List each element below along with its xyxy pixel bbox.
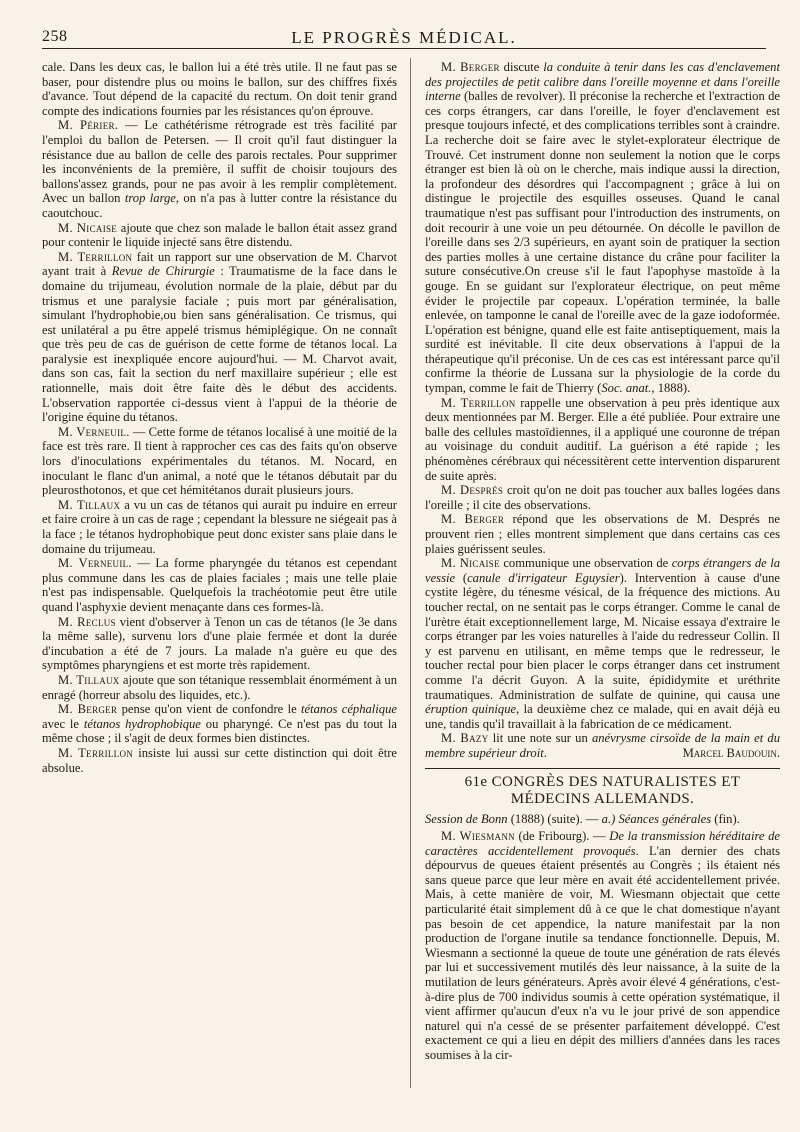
paragraph xyxy=(42,60,397,118)
paragraph xyxy=(425,60,780,396)
section-title: 61e CONGRÈS DES NATURALISTES ET MÉDECINS ALLEMANDS. xyxy=(464,773,741,807)
paragraph-text: communique une observation de xyxy=(499,556,672,571)
italic-text: anévrysme cirsoïde de la main et du membre supérieur droit xyxy=(425,731,780,760)
column-divider xyxy=(410,58,411,1088)
paragraph-text: ajoute que chez son malade le ballon était assez grand pour contenir le liquide injecté sans être distendu. xyxy=(42,220,397,250)
paragraph xyxy=(425,556,780,731)
author-signature: Marcel Baudouin. xyxy=(682,745,780,760)
page-header xyxy=(42,18,766,49)
paragraph xyxy=(425,731,780,760)
speaker-name: M. Tillaux xyxy=(58,672,120,687)
speaker-name: M. Bazy xyxy=(441,731,489,746)
paragraph xyxy=(425,396,780,484)
paragraph-text: : Traumatisme de la face dans le domaine du trijumeau, évolution normale de la plaie, début par du trismus et une paralysie faciale ; puis mort par généralisation, simulant l'hydrophobie,ou bien sans généralisation. Ce trismus, qui est unilatéral a pu être appelé trismus hémiplégique. On ne connaît que très peu de cas de guérison de cette forme de tétanos local. La paralysie est inexpliquée encore aujourd'hui. — M. Charvot avait, dans son cas, fait la section du nerf maxillaire supérieur ; elle est rationnelle, mais doit être faite dès le début des accidents. L'observation rapportée ci-dessus vient à l'appui de la théorie de l'origine équine du tétanos. xyxy=(42,264,397,425)
speaker-name: M. Verneuil. xyxy=(58,556,132,571)
speaker-name: M. Terrillon xyxy=(58,249,133,264)
paragraph-text: insiste lui aussi sur cette distinction qui doit être absolue. xyxy=(42,745,397,775)
paragraph-text: fait un rapport sur une observation de M. Charvot ayant trait à xyxy=(42,249,397,279)
paragraph-text: discute xyxy=(499,60,544,74)
speaker-name: M. Verneuil. xyxy=(58,424,130,439)
speaker-name: M. Nicaise xyxy=(441,556,500,571)
paragraph xyxy=(42,702,397,746)
paragraph-text: — Le cathétérisme rétrograde est très facilité par l'emploi du ballon de Petersen. — Il croit qu'il faut distinguer la résistance due au ballon de celle des parois rectales. Pour supprimer les inconvénients de la première, il suffit de choisir toujours des ballons'assez grands, pour ne pas avoir à les remplir complètement. Avec un ballon xyxy=(42,118,397,206)
paragraph xyxy=(425,512,780,556)
paragraph-text: — Cette forme de tétanos localisé à une moitié de la face est très rare. Il tient à rapprocher ces cas des faits qu'on observe lors d'inoculations expérimentales du tétanos. M. Nocard, en inoculant le flanc d'un animal, a noté que le tétanos débutait par du pleurosthotonos, et que cet hémitétanos durait plusieurs jours. xyxy=(42,424,397,498)
speaker-name: M. Terrillon xyxy=(58,745,134,760)
paragraph xyxy=(42,615,397,673)
speaker-name: M. Wiesmann xyxy=(441,829,515,844)
left-column xyxy=(42,60,397,1100)
italic-text: tétanos céphalique xyxy=(301,702,397,717)
paragraph-text: ( xyxy=(455,570,468,585)
speaker-name: M. Després xyxy=(441,483,504,498)
speaker-name: M. Périer. xyxy=(58,118,119,133)
italic-text: la conduite à tenir dans les cas d'enclavement des projectiles de petit calibre dans l'oreille moyenne et dans l'oreille interne xyxy=(425,60,780,104)
paragraph xyxy=(42,118,397,220)
paragraph-text: ajoute que son tétanique ressemblait énormément à un enragé (horreur absolu des liquides, etc.). xyxy=(42,672,397,702)
paragraph-text: (balles de revolver). Il préconise la recherche et l'extraction de ces corps étrangers, car dans l'oreille, le foyer d'enclavement est presque toujours infecté, et des complications terribles sont à craindre. La recherche doit se faire avec le stylet-explorateur électrique de Trouvé. Cet instrument donne non seulement la notion que le corps étranger est bien là où on le cherche, mais indique aussi la direction, la profondeur des désordres qui l'accompagnent ; grâce à lui on distingue le projectile des esquilles osseuses. Quand le canal traumatique n'est pas suffisant pour l'introduction des instruments, on doit recourir à une voie un peu détournée. On décolle le pavillon de l'oreille dans ses 2/3 supérieurs, en ayant soin de pratiquer la section des parties molles à une certaine distance du crâne pour faciliter la suture consécutive.On creuse s'il le faut l'apophyse mastoïde à la gouge. En se guidant sur l'explorateur électrique, on peut même évider le projectile par copeaux. L'opération terminée, la balle enlevée, on tamponne le canal de l'oreille avec de la gaze iodoformée. L'opération est bénigne, quand elle est faite antiseptiquement, mais la surdité est inévitable. Il cite deux observations à l'appui de la thérapeutique qu'il préconise. Un de ces cas est intéressant parce qu'il confirme la théorie de Lussana sur la physiologie de la corde du tympan, comme le fait de Thierry ( xyxy=(425,89,780,396)
section-divider xyxy=(425,768,780,769)
paragraph-text: a vu un cas de tétanos qui aurait pu induire en erreur et faire croire à un cas de rage ; cependant la blessure ne siégeait pas à la face ; le tétanos hydrophobique peut donc exister sans plaie dans le domaine du trijumeau. xyxy=(42,497,397,556)
right-column xyxy=(425,60,780,1100)
paragraph-text: , on n'a pas à lutter contre la résistance du caoutchouc. xyxy=(42,191,397,220)
paragraph-text: . L'an dernier des chats dépourvus de queues étaient présentés au Congrès ; ils étaient nés sans queue parce que leur mère en avait été accidentellement privée. Mais, à cette manière de voir, M. Wiesmann objectait que cette particularité était simplement dû à ce que le chat domestique n'ayant pas besoin de cet appendice, la nature manifestait par la non production de l'organe inutile sa tendance fonctionnelle. Depuis, M. Wiesmann a sectionné la queue de toute une génération de rats élevés par lui et successivement mutilés dès leur naissance, à la suite de la mutilation de leurs générateurs. Après avoir élevé 4 générations, c'est-à-dire plus de 700 individus soumis à cette opération systématique, il vient affirmer qu'aucun d'eux n'a vu le jour privé de son appendice naturel qui n'a cessé de se présenter parfaitement développé. C'est exactement ce qui a lieu en dépit des milliers d'années dans les races soumises à la cir- xyxy=(425,843,780,1062)
paragraph xyxy=(42,250,397,425)
paragraph xyxy=(42,746,397,775)
paragraph-text: ou pharyngé. Ce n'est pas du tout la même chose ; il s'agit de deux formes bien distinctes. xyxy=(42,716,397,746)
italic-text: canule d'irrigateur Eguysier xyxy=(467,570,620,585)
paragraph-text: (de Fribourg). — xyxy=(514,829,610,844)
paragraph-text: . xyxy=(543,745,547,760)
paragraph xyxy=(42,498,397,556)
paragraph xyxy=(425,829,780,1063)
speaker-name: M. Berger xyxy=(58,702,118,717)
session-text: (fin). xyxy=(711,811,740,826)
speaker-name: M. Tillaux xyxy=(58,497,121,512)
paragraph-text: rappelle une observation à peu près identique aux deux mentionnées par M. Berger. Elle a été publiée. Pour extraire une balle des cellules mastoïdiennes, il a appliqué une couronne de trépan au voisinage du conduit auditif. La guérison a été rapide ; les phénomènes cérébraux qui nécessitèrent cette intervention disparurent de suite après. xyxy=(425,395,780,483)
italic-text: éruption quinique xyxy=(425,702,517,717)
speaker-name: M. Berger xyxy=(441,512,505,527)
paragraph-text: — La forme pharyngée du tétanos est cependant plus commune dans les cas de plaies faciales ; mais une telle plaie n'est pas indispensable. Quelquefois la trachéotomie peut être utile quand l'asphyxie devient menaçante dans ces formes-là. xyxy=(42,556,397,614)
speaker-name: M. Terrillon xyxy=(441,395,516,410)
italic-text: Revue de Chirurgie xyxy=(111,264,215,279)
paragraph-text: avec le xyxy=(42,716,84,731)
italic-text: corps étrangers de la vessie xyxy=(425,556,780,585)
paragraph xyxy=(42,425,397,498)
paragraph-text: vient d'observer à Tenon un cas de tétanos (le 3e dans la même salle), survenu lors d'une plaie fermée et dont la durée d'incubation a été de 7 jours. La malade n'a guère eu que des symptômes pharyngiens et est morte très rapidement. xyxy=(42,614,397,673)
session-line xyxy=(425,812,780,827)
paragraph-text: , 1888). xyxy=(651,381,691,396)
italic-text: trop large xyxy=(124,191,176,206)
paragraph-text: pense qu'on vient de confondre le xyxy=(117,702,302,717)
paragraph xyxy=(42,673,397,702)
paragraph xyxy=(425,483,780,512)
paragraph-text: croit qu'on ne doit pas toucher aux balles logées dans l'oreille ; il cite des observations. xyxy=(425,483,780,512)
session-text: (1888) (suite). — xyxy=(507,811,602,826)
italic-text: Session de Bonn xyxy=(425,811,508,826)
italic-text: tétanos hydrophobique xyxy=(83,716,201,731)
paragraph-text: lit une note sur un xyxy=(488,731,592,746)
italic-text: a.) Séances générales xyxy=(601,811,712,826)
speaker-name: M. Reclus xyxy=(58,614,116,629)
italic-text: Soc. anat. xyxy=(601,381,652,396)
paragraph-text: répond que les observations de M. Després ne prouvent rien ; elles montrent simplement que dans certains cas ces plaies guérissent seules. xyxy=(425,512,780,556)
italic-text: De la transmission héréditaire de caractères accidentellement provoqués xyxy=(425,829,780,858)
paragraph xyxy=(42,221,397,250)
page-number: 258 xyxy=(42,28,68,45)
running-head: LE PROGRÈS MÉDICAL. xyxy=(291,28,517,47)
paragraph-text: cale. Dans les deux cas, le ballon lui a été très utile. Il ne faut pas se baser, pour distendre plus ou moins le ballon, sur des chiffres fixés d'avance. Tout dépend de la capacité du rectum. On doit tenir grand compte des indications fournies par les résistances qu'on éprouve. xyxy=(42,60,397,118)
speaker-name: M. Nicaise xyxy=(58,220,118,235)
paragraph-text: ). Intervention à cause d'une cystite légère, du ténesme vésical, de la fréquence des mictions. Au toucher rectal, on ne sentait pas le corps étranger. Comme le canal de l'urètre était exceptionnellement large, M. Nicaise essaya d'extraire le corps étranger par les voies naturelles à l'aide du redresseur Collin. Il y est parvenu en utilisant, en même temps que le redresseur, le toucher rectal pour bien placer le corps étranger dans cet instrument comme l'a décrit Guyon. A la suite, épididymite et uréthrite traumatiques. Administration de sulfate de quinine, qui causa une xyxy=(425,570,780,702)
paragraph-text: , la deuxième chez ce malade, qui en avait déjà eu une, tandis qu'il travaillait à la fabrication de ce médicament. xyxy=(425,702,780,731)
paragraph xyxy=(42,556,397,614)
speaker-name: M. Berger xyxy=(441,60,500,74)
